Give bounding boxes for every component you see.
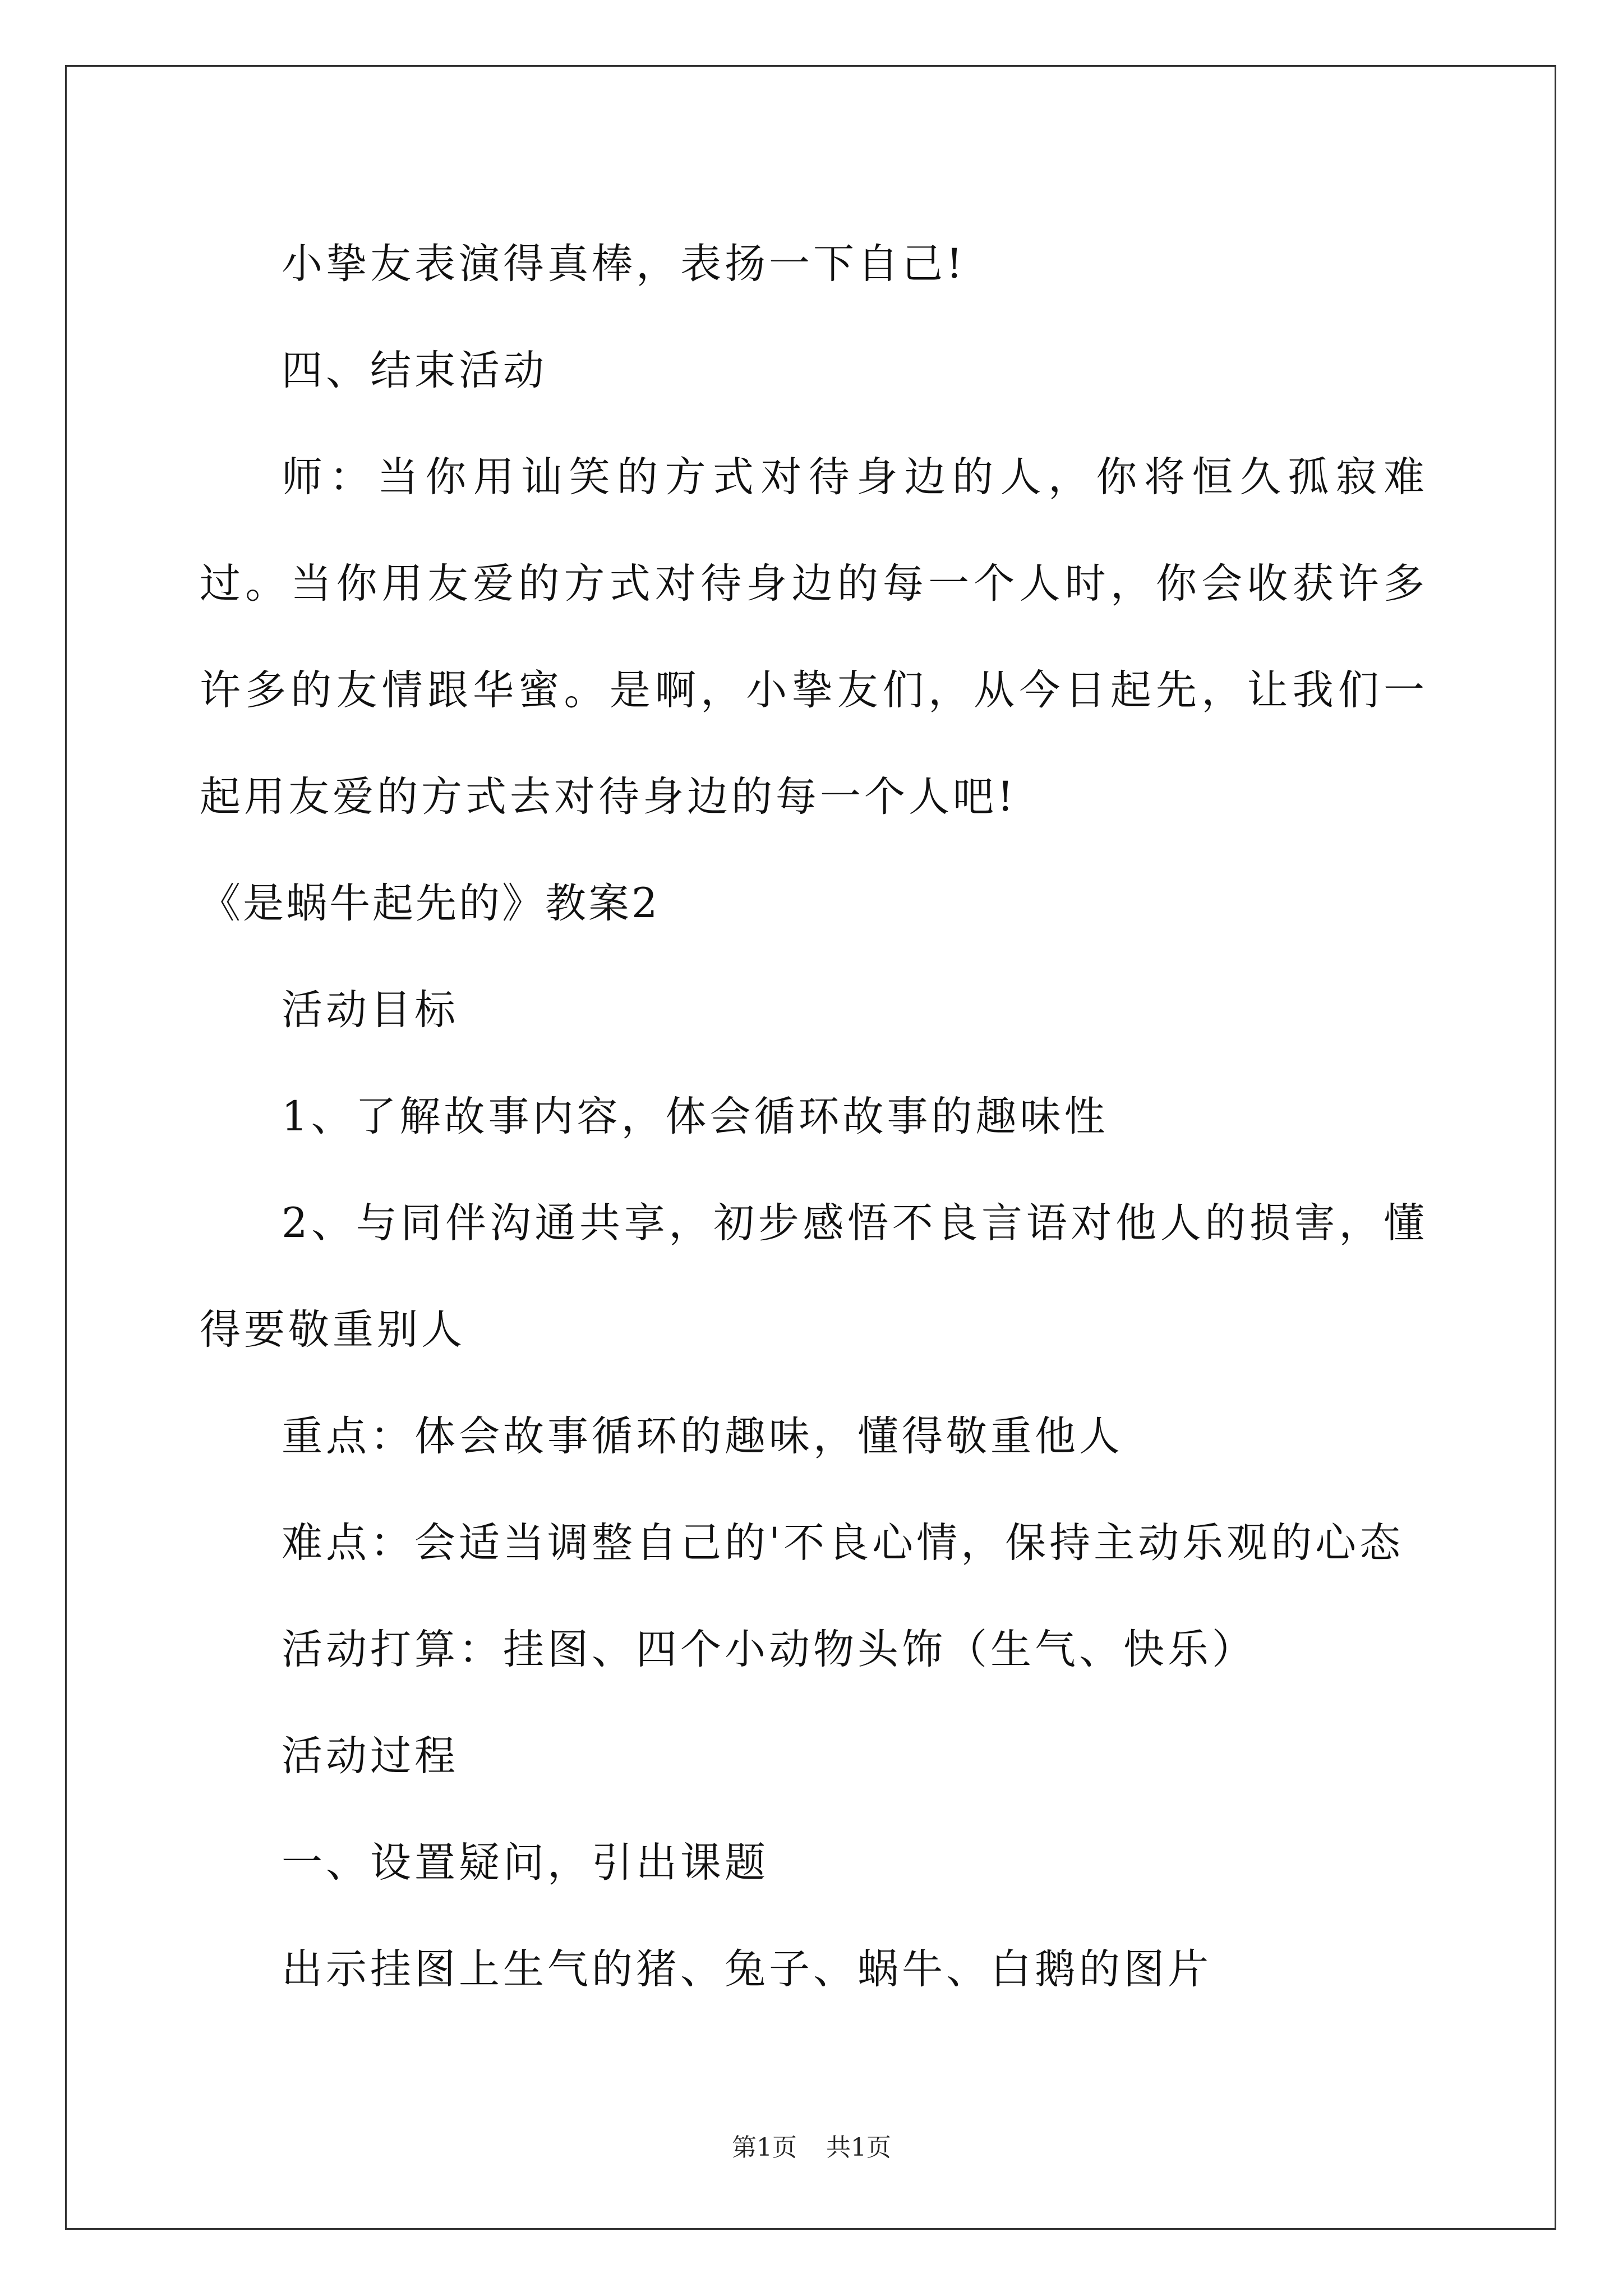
- paragraph: 出示挂图上生气的猪、兔子、蜗牛、白鹅的图片: [282, 1945, 1212, 1993]
- section-heading: 活动过程: [282, 1732, 459, 1780]
- page-footer: [0, 2127, 1623, 2163]
- section-heading: 四、结束活动: [282, 347, 547, 394]
- document-body: [200, 211, 1428, 2023]
- page-number: 第1页: [732, 2133, 797, 2162]
- section-heading: 一、设置疑问，引出课题: [282, 1839, 769, 1887]
- document-title: 《是蜗牛起先的》教案2: [200, 880, 660, 927]
- list-item: 1、了解故事内容，体会循环故事的趣味性: [282, 1093, 1109, 1140]
- paragraph: 小挚友表演得真棒，表扬一下自己!: [282, 240, 966, 288]
- page-total: 共1页: [826, 2133, 891, 2162]
- section-heading: 活动目标: [282, 986, 459, 1034]
- paragraph: 活动打算：挂图、四个小动物头饰（生气、快乐）: [282, 1626, 1256, 1673]
- paragraph: 师：当你用讪笑的方式对待身边的人，你将恒久孤寂难过。当你用友爱的方式对待身边的每一个人时，你会收获许多许多的友情跟华蜜。是啊，小挚友们，从今日起先，让我们一起用友爱的方式去对待身边的每一个人吧!: [200, 453, 1428, 821]
- paragraph: 重点：体会故事循环的趣味，懂得敬重他人: [282, 1412, 1123, 1460]
- list-item: 2、与同伴沟通共享，初步感悟不良言语对他人的损害，懂得要敬重别人: [200, 1199, 1428, 1354]
- paragraph: 难点：会适当调整自己的'不良心情，保持主动乐观的心态: [282, 1519, 1404, 1567]
